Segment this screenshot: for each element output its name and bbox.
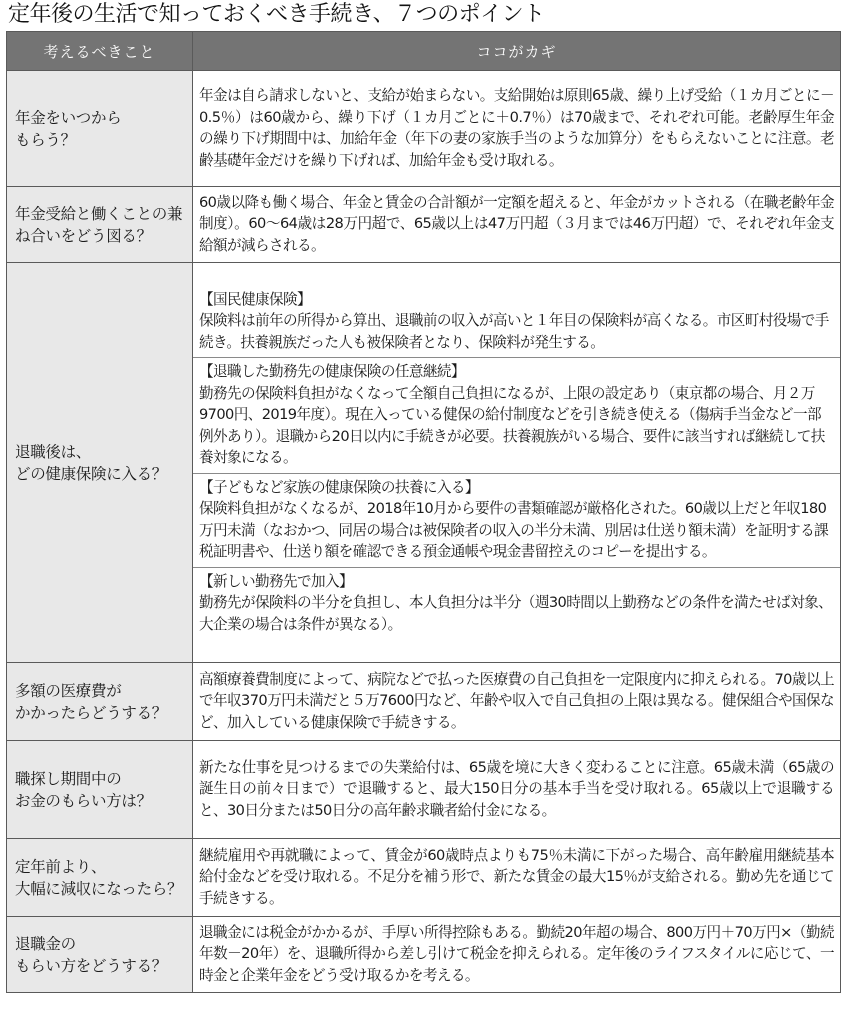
- insurance-option: [193, 474, 840, 568]
- table-row: [7, 917, 841, 993]
- column-header-considerations: 考えるべきこと: [7, 32, 193, 71]
- row-answer: [193, 839, 841, 917]
- insurance-option-text: 勤務先が保険料の半分を負担し、本人負担分は半分（週30時間以上勤務などの条件を満たせば対象、大企業の場合は条件が異なる）。: [199, 594, 833, 633]
- question-text: 多額の医療費が かかったらどうする？: [15, 681, 168, 722]
- insurance-option-heading: 【新しい勤務先で加入】: [199, 572, 353, 590]
- procedures-table: [6, 31, 841, 993]
- row-answer: [193, 263, 841, 663]
- insurance-option-text: 勤務先の保険料負担がなくなって全額自己負担になるが、上限の設定あり（東京都の場合、月２万9700円、2019年度）。現在入っている健保の給付制度などを引き続き使える（傷病手当金など一部例外あり）。退職から20日以内に手続きが必要。扶養親族がいる場合、要件に該当すれば継続して扶養対象になる。: [199, 384, 825, 467]
- row-answer: [193, 663, 841, 741]
- table-header-row: [7, 32, 841, 71]
- page-title: 定年後の生活で知っておくべき手続き、７つのポイント: [8, 2, 545, 27]
- insurance-option-heading: 【子どもなど家族の健康保険の扶養に入る】: [199, 478, 479, 496]
- insurance-option-heading: 【国民健康保険】: [199, 290, 311, 308]
- question-text: 退職後は、 どの健康保険に入る？: [15, 442, 168, 483]
- answer-text: 高額療養費制度によって、病院などで払った医療費の自己負担を一定限度内に抑えられる。70歳以上で年収370万円未満だと５万7600円など、年齢や収入で自己負担の上限は異なる。健保組合や国保など、加入している健康保険で手続きする。: [199, 670, 834, 731]
- row-question: [7, 839, 193, 917]
- table-row: [7, 839, 841, 917]
- insurance-option-text: 保険料負担がなくなるが、2018年10月から要件の書類確認が厳格化された。60歳以上だと年収180万円未満（なおかつ、同居の場合は被保険者の収入の半分未満、別居は仕送り額未満）を証明する課税証明書や、仕送り額を確認できる預金通帳や現金書留控えのコピーを提出する。: [199, 500, 829, 561]
- table-row: [7, 187, 841, 263]
- row-answer: [193, 741, 841, 839]
- question-text: 年金受給と働くことの兼ね合いをどう図る？: [15, 204, 183, 245]
- row-question: [7, 663, 193, 741]
- row-answer: [193, 917, 841, 993]
- table-row: [7, 741, 841, 839]
- answer-text: 継続雇用や再就職によって、賃金が60歳時点よりも75％未満に下がった場合、高年齢雇用継続基本給付金などを受け取れる。不足分を補う形で、新たな賃金の最大15％が支給される。勤め先を通じて手続きする。: [199, 846, 834, 907]
- row-question: [7, 917, 193, 993]
- row-question: [7, 741, 193, 839]
- insurance-option: [193, 358, 840, 474]
- column-header-key-points: ココがカギ: [193, 32, 841, 71]
- row-answer: [193, 71, 841, 187]
- answer-text: 退職金には税金がかかるが、手厚い所得控除もある。勤続20年超の場合、800万円＋70万円×（勤続年数－20年）を、退職所得から差し引けて税金を抑えられる。定年後のライフスタイルに応じて、一時金と企業年金をどう受け取るかを考える。: [199, 923, 834, 984]
- row-answer: [193, 187, 841, 263]
- answer-text: 年金は自ら請求しないと、支給が始まらない。支給開始は原則65歳、繰り上げ受給（１カ月ごとに－0.5％）は60歳から、繰り下げ（１カ月ごとに＋0.7％）は70歳まで、それぞれ可能。老齢厚生年金の繰り下げ期間中は、加給年金（年下の妻の家族手当のような加算分）をもらえないことに注意。老齢基礎年金だけを繰り下げれば、加給年金も受け取れる。: [199, 87, 834, 169]
- insurance-option: [193, 286, 840, 359]
- insurance-option-text: 保険料は前年の所得から算出、退職前の収入が高いと１年目の保険料が高くなる。市区町村役場で手続き。扶養親族だった人も被保険者となり、保険料が発生する。: [199, 312, 829, 351]
- row-question: [7, 71, 193, 187]
- table-row: [7, 663, 841, 741]
- question-text: 定年前より、 大幅に減収になったら？: [15, 857, 183, 898]
- row-question: [7, 187, 193, 263]
- table-row: [7, 71, 841, 187]
- insurance-option: [193, 568, 840, 640]
- question-text: 職探し期間中の お金のもらい方は？: [15, 769, 152, 810]
- answer-text: 新たな仕事を見つけるまでの失業給付は、65歳を境に大きく変わることに注意。65歳未満（65歳の誕生日の前々日まで）で退職すると、最大150日分の基本手当を受け取れる。65歳以上で退職すると、30日分または50日分の高年齢求職者給付金になる。: [199, 758, 834, 819]
- answer-text: 60歳以降も働く場合、年金と賃金の合計額が一定額を超えると、年金がカットされる（在職老齢年金制度）。60～64歳は28万円超で、65歳以上は47万円超（３月までは46万円超）で、それぞれ年金支給額が減らされる。: [199, 193, 834, 254]
- insurance-option-heading: 【退職した勤務先の健康保険の任意継続】: [199, 363, 465, 381]
- table-row: [7, 263, 841, 663]
- row-question: [7, 263, 193, 663]
- question-text: 年金をいつから もらう？: [15, 108, 122, 149]
- question-text: 退職金の もらい方をどうする？: [15, 934, 168, 975]
